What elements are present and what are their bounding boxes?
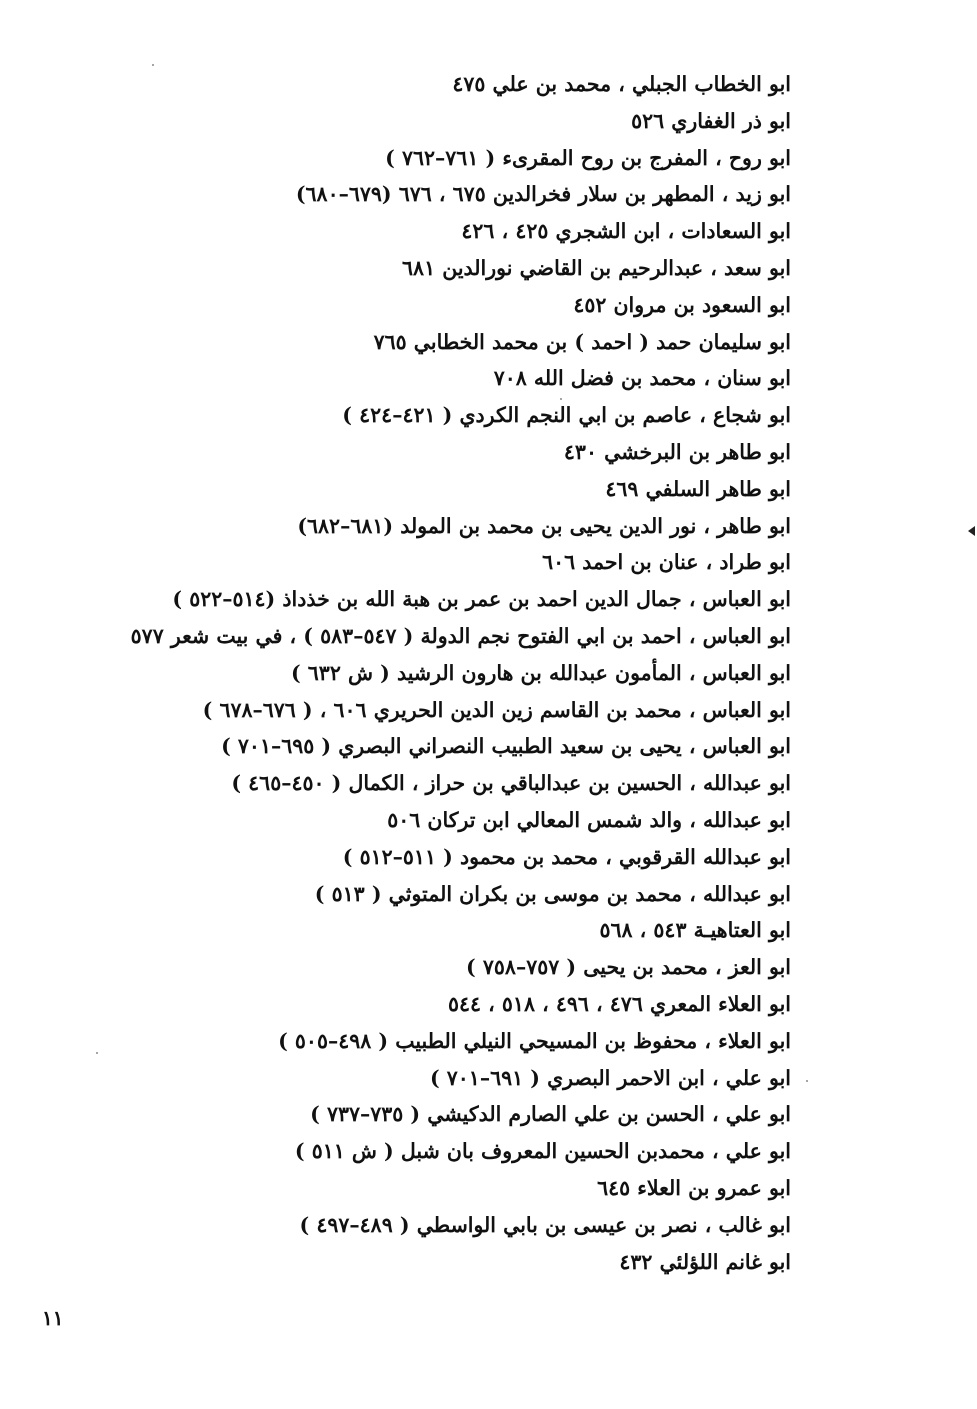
margin-arrow-icon xyxy=(968,526,975,536)
index-entry: ابو شجاع ، عاصم بن ابي النجم الكردي ( ٤٢١–٤٢٤ ) xyxy=(342,403,791,428)
index-entry: ابو طاهر السلفي ٤٦٩ xyxy=(605,476,791,501)
index-entry: ابو السعادات ، ابن الشجري ٤٢٥ ، ٤٢٦ xyxy=(461,219,791,244)
index-entry: ابو علي ، ابن الاحمر البصري ( ٦٩١–٧٠١ ) xyxy=(429,1065,791,1090)
index-entry: ابو العباس ، المأمون عبدالله بن هارون الرشيد ( ش ٦٣٢ ) xyxy=(290,660,791,685)
index-entry: ابو العز ، محمد بن يحيى ( ٧٥٧–٧٥٨ ) xyxy=(466,955,791,980)
index-entry: ابو طاهر ، نور الدين يحيى بن محمد بن المولد (٦٨١–٦٨٢) xyxy=(297,513,791,538)
index-entry: ابو طاهر بن البرخشي ٤٣٠ xyxy=(563,439,791,464)
scan-speck xyxy=(806,1080,808,1082)
index-entry: ابو عمرو بن العلاء ٦٤٥ xyxy=(597,1175,791,1200)
index-entry: ابو سليمان حمد ( احمد ) بن محمد الخطابي ٧٦٥ xyxy=(373,329,791,354)
index-entry: ابو علي ، الحسن بن علي الصارم الدكيشي ( ٧٣٥–٧٣٧ ) xyxy=(310,1102,791,1127)
index-entry: ابو غالب ، نصر بن عيسى بن بابي الواسطي ( ٤٨٩–٤٩٧ ) xyxy=(299,1212,791,1237)
scan-speck xyxy=(96,1052,98,1054)
index-entry: ابو غانم اللؤلئي ٤٣٢ xyxy=(619,1249,791,1274)
index-entry: ابو طراد ، عنان بن احمد ٦٠٦ xyxy=(542,550,791,575)
index-list xyxy=(91,66,791,1280)
index-entry: ابو عبدالله ، والد شمس المعالي ابن تركان ٥٠٦ xyxy=(387,807,791,832)
index-entry: ابو سعد ، عبدالرحيم بن القاضي نورالدين ٦٨١ xyxy=(402,255,791,280)
index-entry: ابو علي ، محمدبن الحسين المعروف بان شبل ( ش ٥١١ ) xyxy=(294,1139,791,1164)
index-entry: ابو العباس ، احمد بن ابي الفتوح نجم الدولة ( ٥٤٧–٥٨٣ ) ، في بيت شعر ٥٧٧ xyxy=(130,623,791,648)
scan-speck xyxy=(152,64,154,66)
index-entry: ابو العلاء المعري ٤٧٦ ، ٤٩٦ ، ٥١٨ ، ٥٤٤ xyxy=(447,991,791,1016)
index-entry: ابو ذر الغفاري ٥٢٦ xyxy=(631,108,791,133)
index-entry: ابو سنان ، محمد بن فضل الله ٧٠٨ xyxy=(493,366,791,391)
index-entry: ابو الخطاب الجبلي ، محمد بن علي ٤٧٥ xyxy=(452,72,791,96)
scan-speck xyxy=(560,398,562,400)
index-entry: ابو عبدالله ، الحسين بن عبدالباقي بن حراز ، الكمال ( ٤٥٠–٤٦٥ ) xyxy=(231,771,791,796)
index-entry: ابو عبدالله القرقوبي ، محمد بن محمود ( ٥١١–٥١٢ ) xyxy=(342,844,791,869)
index-entry: ابو العباس ، يحيى بن سعيد الطبيب النصراني البصري ( ٦٩٥–٧٠١ ) xyxy=(221,734,791,759)
page-number: ١١ xyxy=(42,1306,64,1330)
index-entry: ابو روح ، المفرج بن روح المقرىء ( ٧٦١–٧٦٢ ) xyxy=(385,145,791,170)
index-entry: ابو العلاء ، محفوظ بن المسيحي النيلي الطبيب ( ٤٩٨–٥٠٥ ) xyxy=(278,1028,791,1053)
index-entry: ابو عبدالله ، محمد بن موسى بن بكران المتوثي ( ٥١٣ ) xyxy=(314,881,791,906)
index-entry: ابو العباس ، جمال الدين احمد بن عمر بن هبة الله بن خذداذ (٥١٤–٥٢٢ ) xyxy=(172,587,791,612)
index-entry: ابو زيد ، المطهر بن سلار فخرالدين ٦٧٥ ، ٦٧٦ (٦٧٩–٦٨٠) xyxy=(295,182,791,207)
index-entry: ابو العباس ، محمد بن القاسم زين الدين الحريري ٦٠٦ ، ( ٦٧٦–٦٧٨ ) xyxy=(202,697,791,722)
index-entry: ابو السعود بن مروان ٤٥٢ xyxy=(573,292,791,317)
index-entry: ابو العتاهيـة ٥٤٣ ، ٥٦٨ xyxy=(599,918,791,943)
